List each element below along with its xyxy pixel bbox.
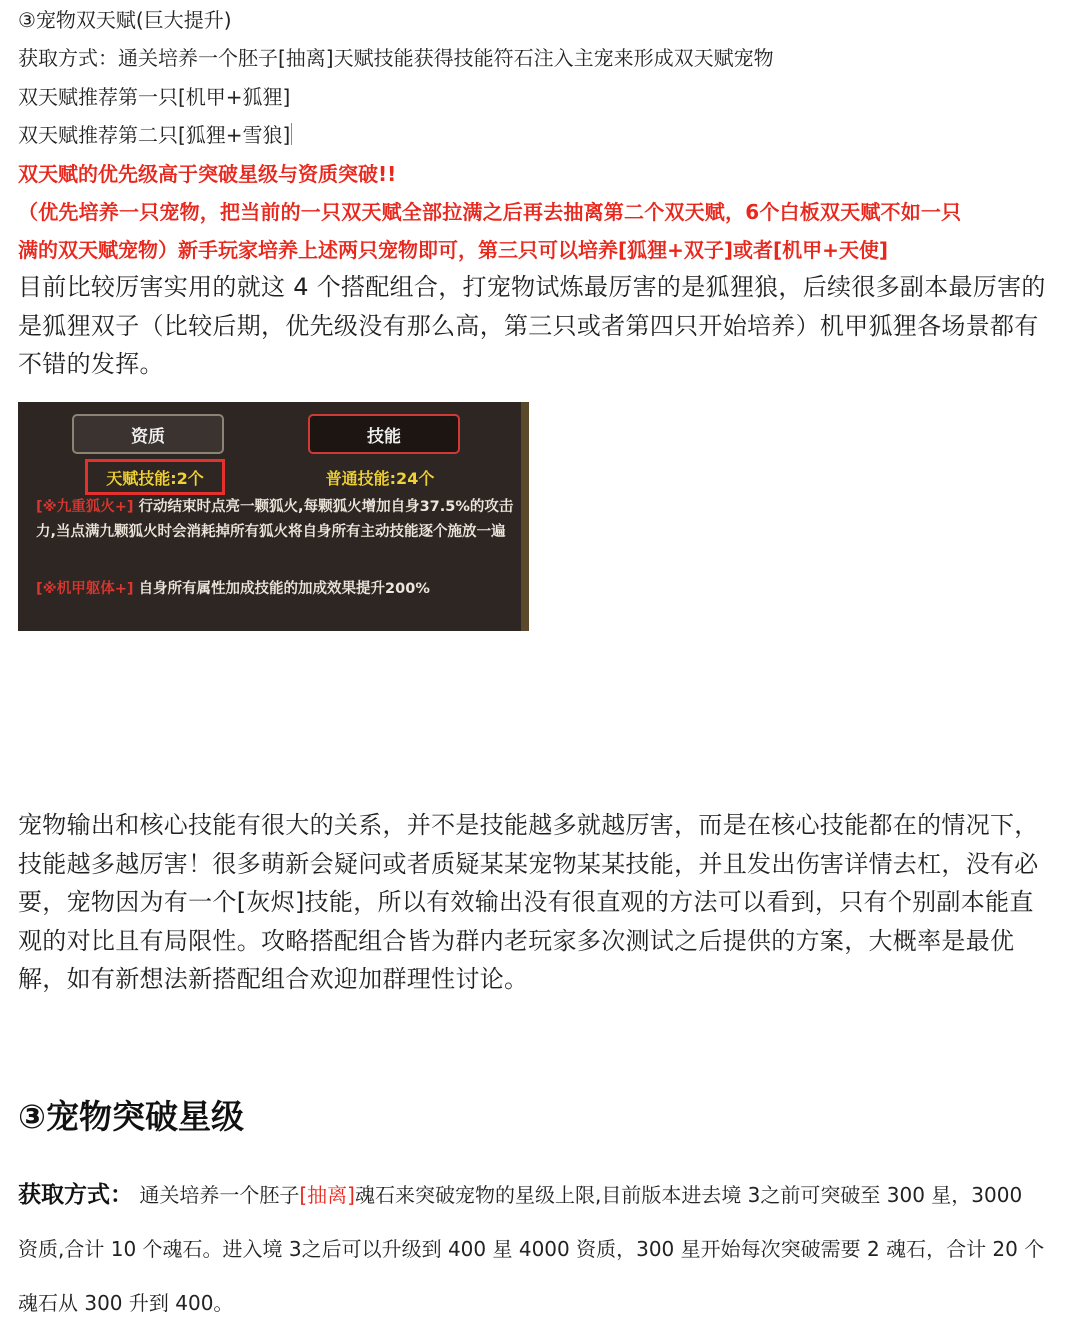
skill-entry-mech-body <box>36 577 516 602</box>
acquire-method-text: 获取方式：通关培养一个胚子[抽离]天赋技能获得技能符石注入主宠来形成双天赋宠物 <box>18 46 774 70</box>
priority-detail-line-1: （优先培养一只宠物，把当前的一只双天赋全部拉满之后再去抽离第二个双天赋，6个白板双天赋不如一只 <box>18 200 962 224</box>
tab-quality: 资质 <box>72 414 224 454</box>
output-core-skill-paragraph: 宠物输出和核心技能有很大的关系，并不是技能越多就越厉害，而是在核心技能都在的情况下，技能越多越厉害！很多萌新会疑问或者质疑某某宠物某某技能，并且发出伤害详情去杠，没有必要，宠物因为有一个[灰烬]技能，所以有效输出没有很直观的方法可以看到，只有个别副本能直观的对比且有局限性。攻略搭配组合皆为群内老玩家多次测试之后提供的方案，大概率是最优解，如有新想法新搭配组合欢迎加群理性讨论。 <box>18 811 1039 993</box>
skill-tag-mech-body: [※机甲躯体+] <box>36 581 134 597</box>
recommendation-2-text: 双天赋推荐第二只[狐狸+雪狼] <box>18 123 291 147</box>
skill-entry-fox-fire <box>36 495 516 545</box>
acquire-text-a: 通关培养一个胚子 <box>139 1183 300 1207</box>
text-cursor <box>291 123 292 145</box>
game-screenshot <box>18 402 529 631</box>
combo-paragraph: 目前比较厉害实用的就这 4 个搭配组合，打宠物试炼最厉害的是狐狸狼，后续很多副本最厉害的是狐狸双子（比较后期，优先级没有那么高，第三只或者第四只开始培养）机甲狐狸各场景都有不错的发挥。 <box>18 273 1046 378</box>
priority-detail-line-2: 满的双天赋宠物）新手玩家培养上述两只宠物即可，第三只可以培养[狐狸+双子]或者[机甲+天使] <box>18 238 889 262</box>
section-heading-star-breakthrough: ③宠物突破星级 <box>18 1097 244 1136</box>
recommendation-2 <box>18 122 1052 148</box>
normal-skill-count: 普通技能:24个 <box>325 468 435 488</box>
acquire-text-b: 魂石来突破宠物的星级上限,目前版本进去境 3之前可突破至 300 星，3000 资质,合计 10 个魂石。进入境 3之后可以升级到 400 星 4000 资质，300 星开始每次突破需要 2 魂石，合计 20 个魂石从 300 升到 400。 <box>18 1183 1045 1315</box>
talent-skill-count: 天赋技能:2个 <box>85 459 225 495</box>
skill-desc-fox-fire: 行动结束时点亮一颗狐火,每颗狐火增加自身37.5%的攻击力,当点满九颗狐火时会消耗掉所有狐火将自身所有主动技能逐个施放一遍 <box>36 499 514 540</box>
extract-highlight: [抽离] <box>299 1183 355 1207</box>
priority-note: 双天赋的优先级高于突破星级与资质突破!! <box>18 162 397 186</box>
star-breakthrough-text <box>18 1168 1048 1330</box>
acquire-label: 获取方式： <box>18 1182 133 1208</box>
recommendation-1: 双天赋推荐第一只[机甲+狐狸] <box>18 85 291 109</box>
skill-desc-mech-body: 自身所有属性加成技能的加成效果提升200% <box>138 581 430 597</box>
tab-skill: 技能 <box>308 414 460 454</box>
section-heading-dual-talent: ③宠物双天赋(巨大提升) <box>18 8 232 32</box>
skill-tag-fox-fire: [※九重狐火+] <box>36 499 134 515</box>
panel-rim <box>521 402 529 631</box>
